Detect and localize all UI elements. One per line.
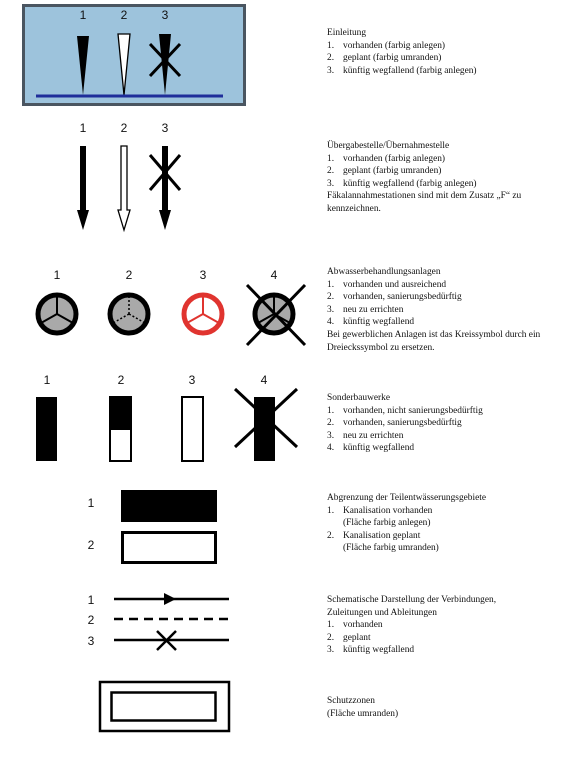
uebergabe-arrow-planned <box>118 146 130 230</box>
verb-number-2: 2 <box>87 613 95 627</box>
abwasser-number-1: 1 <box>53 268 61 282</box>
abwasserbehandlung-title: Abwasserbehandlungsanlagen <box>327 267 441 277</box>
abwasserbehandlung-description <box>327 266 567 354</box>
sonder-new-block <box>182 397 203 461</box>
uebergabestelle-description <box>327 140 567 216</box>
list-item: 3. künftig wegfallend <box>327 645 415 656</box>
list-item: 3. künftig wegfallend (farbig anlegen) <box>327 178 477 189</box>
teilentwaesserung-description <box>327 492 567 555</box>
sonderbauwerke-symbols <box>36 373 297 461</box>
teilentwaesserung-list <box>327 505 567 555</box>
list-item: 3. neu zu errichten <box>327 304 404 315</box>
teil-existing-area <box>121 490 217 522</box>
verbindungen-list <box>327 619 527 657</box>
verbindungen-title: Schematische Darstellung der Verbindungen, Zuleitungen und Ableitungen <box>327 595 497 618</box>
uebergabe-arrow-removed <box>159 146 171 230</box>
uebergabe-arrow-existing <box>77 146 89 230</box>
uebergabe-number-2: 2 <box>120 121 128 135</box>
list-item: 1. vorhanden (farbig anlegen) <box>327 153 446 164</box>
teilentwaesserung-title: Abgrenzung der Teilentwässerungsgebiete <box>327 493 487 503</box>
teil-planned-area <box>123 533 216 563</box>
einleitung-description <box>327 27 567 77</box>
uebergabe-number-3: 3 <box>161 121 169 135</box>
schutzzonen-symbol <box>100 682 229 731</box>
abwasser-number-2: 2 <box>125 268 133 282</box>
sonder-renovation-block <box>110 397 131 461</box>
verb-number-1: 1 <box>87 593 95 607</box>
abwasserbehandlung-symbols <box>38 268 305 345</box>
sonder-existing-block <box>36 397 57 461</box>
einleitung-number-2: 2 <box>120 8 128 22</box>
list-item: 3. künftig wegfallend (farbig anlegen) <box>327 65 477 76</box>
teil-number-2: 2 <box>87 538 95 552</box>
einleitung-symbols <box>24 6 245 105</box>
verbindungen-symbols <box>88 593 229 650</box>
teil-number-1: 1 <box>87 496 95 510</box>
sonder-removed-block <box>235 389 297 461</box>
list-item: 2. vorhanden, sanierungsbedürftig <box>327 418 462 429</box>
verb-number-3: 3 <box>87 634 95 648</box>
verb-arrowhead <box>164 593 176 605</box>
list-item: 3. neu zu errichten <box>327 430 404 441</box>
abwasser-number-4: 4 <box>270 268 278 282</box>
abwasserbehandlung-note: Bei gewerblichen Anlagen ist das Kreissymbol durch ein Dreieckssymbol zu ersetzen. <box>327 329 541 353</box>
einleitung-title: Einleitung <box>327 28 367 38</box>
list-item: 1. vorhanden, nicht sanierungsbedürftig <box>327 405 483 416</box>
abwasserbehandlung-list <box>327 279 567 329</box>
sonder-number-2: 2 <box>117 373 125 387</box>
verbindungen-description <box>327 594 527 657</box>
einleitung-panel <box>24 6 245 105</box>
sonderbauwerke-description <box>327 392 567 455</box>
uebergabestelle-list <box>327 153 567 191</box>
sonder-number-3: 3 <box>188 373 196 387</box>
list-item: 1. vorhanden (farbig anlegen) <box>327 40 446 51</box>
treatment-existing-circle <box>38 295 76 333</box>
schutzzonen-title: Schutzzonen <box>327 696 375 706</box>
list-item: 4. künftig wegfallend <box>327 443 415 454</box>
list-item: 1. vorhanden und ausreichend <box>327 279 447 290</box>
list-item: 2. geplant (farbig umranden) <box>327 166 442 177</box>
list-item: 1. Kanalisation vorhanden (Fläche farbig anlegen) <box>327 505 433 529</box>
schutzzonen-description <box>327 695 567 720</box>
sonder-number-1: 1 <box>43 373 51 387</box>
sonderbauwerke-list <box>327 405 567 455</box>
list-item: 2. vorhanden, sanierungsbedürftig <box>327 292 462 303</box>
einleitung-list <box>327 40 567 78</box>
treatment-new-circle <box>184 295 222 333</box>
teilentwaesserung-symbols <box>88 490 217 563</box>
uebergabestelle-title: Übergabestelle/Übernahmestelle <box>327 141 450 151</box>
list-item: 2. geplant (farbig umranden) <box>327 53 442 64</box>
list-item: 4. künftig wegfallend <box>327 317 415 328</box>
uebergabestelle-symbols <box>77 121 180 230</box>
sonder-number-4: 4 <box>260 373 268 387</box>
treatment-renovation-circle <box>110 295 148 333</box>
list-item: 2. geplant <box>327 632 371 643</box>
einleitung-number-3: 3 <box>161 8 169 22</box>
treatment-removed-circle <box>247 285 305 345</box>
uebergabestelle-note: Fäkalannahmestationen sind mit dem Zusatz „F“ zu kennzeichnen. <box>327 191 522 214</box>
list-item: 2. Kanalisation geplant (Fläche farbig umranden) <box>327 530 439 554</box>
schutzzonen-note: (Fläche umranden) <box>327 708 399 719</box>
abwasser-number-3: 3 <box>199 268 207 282</box>
uebergabe-number-1: 1 <box>79 121 87 135</box>
list-item: 1. vorhanden <box>327 620 383 631</box>
einleitung-number-1: 1 <box>79 8 87 22</box>
sonderbauwerke-title: Sonderbauwerke <box>327 393 390 403</box>
